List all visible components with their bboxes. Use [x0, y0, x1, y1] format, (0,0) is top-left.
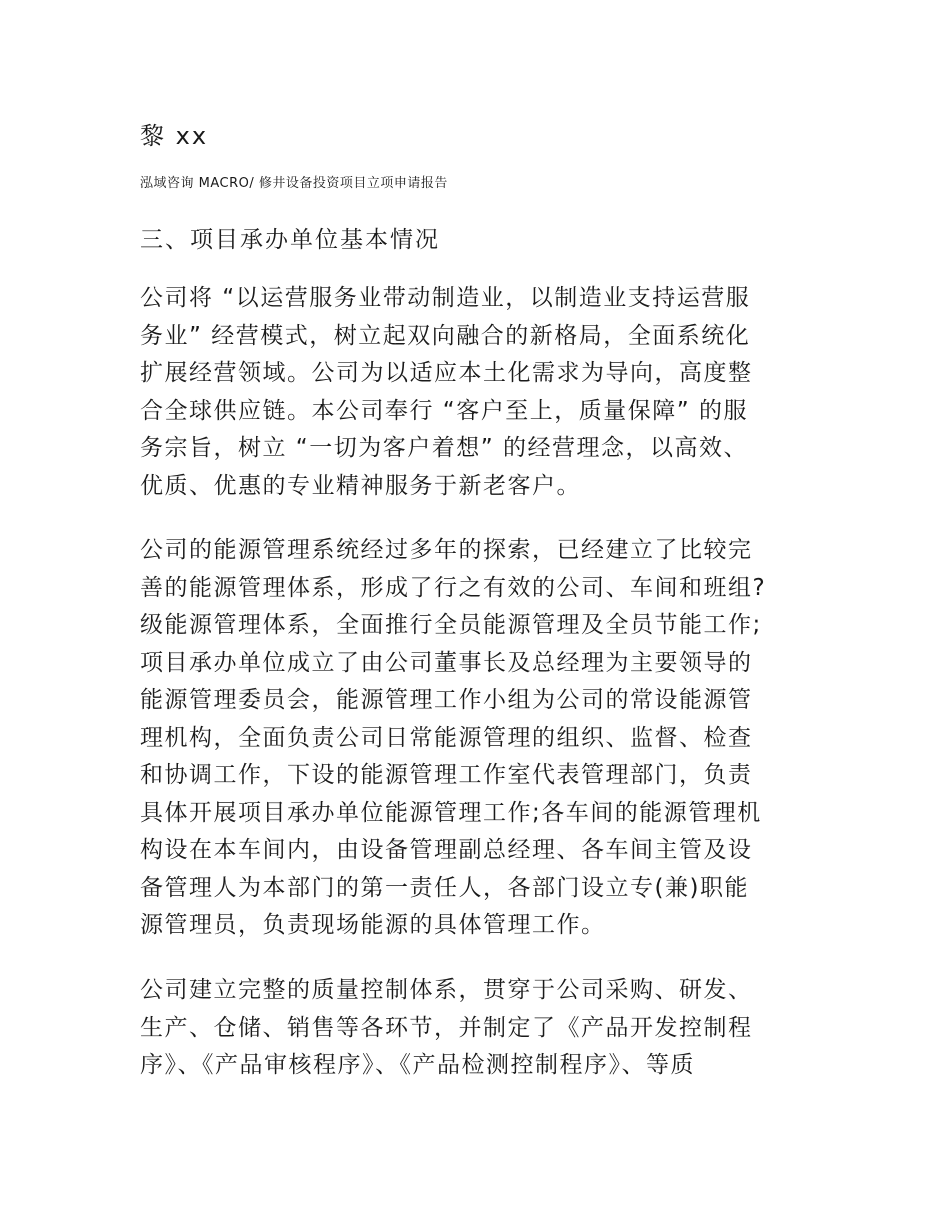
paragraph-line: 生产、仓储、销售等各环节，并制定了《产品开发控制程: [140, 1014, 753, 1041]
paragraph-line: 合全球供应链。本公司奉行 “客户至上，质量保障” 的服: [140, 397, 748, 424]
paragraph-line: 公司将 “以运营服务业带动制造业，以制造业支持运营服: [140, 285, 751, 311]
paragraph-line: 级能源管理体系，全面推行全员能源管理及全员节能工作;: [140, 612, 762, 638]
paragraph-line: 务宗旨，树立 “一切为客户着想” 的经营理念，以高效、: [140, 435, 748, 461]
document-subtitle: 泓域咨询 MACRO/ 修井设备投资项目立项申请报告: [140, 176, 448, 191]
paragraph-line: 理机构，全面负责公司日常能源管理的组织、监督、检查: [140, 724, 753, 751]
section-heading: 三、项目承办单位基本情况: [140, 227, 440, 253]
paragraph-energy-management: [140, 532, 810, 945]
paragraph-line: 扩展经营领域。公司为以适应本土化需求为导向，高度整: [140, 360, 753, 386]
paragraph-line: 公司建立完整的质量控制体系，贯穿于公司采购、研发、: [140, 977, 753, 1003]
paragraph-line: 能源管理委员会，能源管理工作小组为公司的常设能源管: [140, 687, 753, 713]
paragraph-line: 源管理员，负责现场能源的具体管理工作。: [140, 912, 606, 938]
paragraph-quality-control: [140, 972, 810, 1085]
paragraph-line: 务业” 经营模式，树立起双向融合的新格局，全面系统化: [140, 322, 751, 349]
paragraph-line: 构设在本车间内，由设备管理副总经理、各车间主管及设: [140, 837, 753, 863]
paragraph-line: 优质、优惠的专业精神服务于新老客户。: [140, 472, 581, 499]
paragraph-line: 序》、《产品审核程序》、《产品检测控制程序》、等质: [140, 1052, 695, 1078]
author-name: 黎 xx: [140, 122, 209, 150]
paragraph-line: 和协调工作，下设的能源管理工作室代表管理部门，负责: [140, 762, 753, 788]
paragraph-company-philosophy: [140, 280, 810, 505]
paragraph-line: 备管理人为本部门的第一责任人，各部门设立专(兼)职能: [140, 874, 749, 901]
paragraph-line: 具体开展项目承办单位能源管理工作;各车间的能源管理机: [140, 799, 762, 826]
paragraph-line: 项目承办单位成立了由公司董事长及总经理为主要领导的: [140, 649, 753, 676]
paragraph-line: 善的能源管理体系，形成了行之有效的公司、车间和班组?: [140, 574, 767, 601]
paragraph-line: 公司的能源管理系统经过多年的探索，已经建立了比较完: [140, 537, 753, 563]
